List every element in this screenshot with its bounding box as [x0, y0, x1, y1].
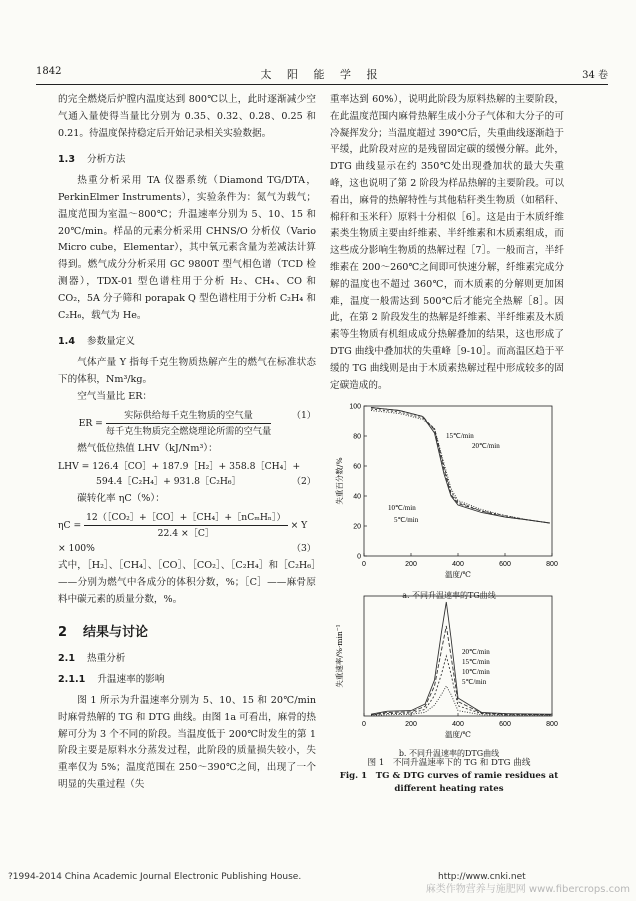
series-label: 5℃/min	[394, 516, 419, 524]
running-header	[36, 66, 608, 85]
y-tick-label: 80	[353, 433, 361, 441]
x-axis-label: 温度/℃	[445, 570, 471, 579]
figure-1b	[334, 592, 564, 759]
section-number: 2	[58, 624, 68, 640]
volume-number: 34 卷	[582, 70, 608, 81]
gas-yield-definition: 气体产量 Y 指每千克生物质热解产生的燃气在标准状态下的体积，Nm³/kg。	[58, 357, 316, 385]
plot-frame	[364, 406, 552, 556]
series-label: 20℃/min	[462, 648, 490, 656]
dtg-chart	[334, 592, 564, 744]
eq3-number: （3）	[291, 543, 316, 555]
figure-1-caption	[334, 757, 564, 796]
section-2-1-1-heading	[58, 672, 316, 689]
section-number: 1.4	[58, 336, 75, 348]
series-label: 20℃/min	[472, 442, 500, 450]
figure-1a-caption: a. 不同升温速率的TG曲线	[402, 591, 496, 600]
eq3-fraction	[84, 510, 288, 541]
eq3-numerator: 12（［CO₂］+［CO］+［CH₄］+［nCₘHₙ］）	[84, 510, 288, 526]
section-2-1-heading	[58, 651, 316, 668]
eq1-number: （1）	[291, 409, 316, 421]
eq1-fraction	[106, 408, 271, 439]
eq3-lhs: ηC =	[58, 520, 82, 532]
series-label: 10℃/min	[462, 668, 490, 676]
section-title: 结果与讨论	[83, 624, 149, 640]
eq2-number: （2）	[291, 476, 316, 488]
section-number: 1.3	[58, 154, 75, 166]
methods-paragraph: 热重分析采用 TA 仪器系统（Diamond TG/DTA，PerkinElmer Instruments），实验条件为：氮气为载气；温度范围为室温～800℃；升温速率分别为 5、10、15 和 20℃/min。样品的元素分析采用 CHNS/O 分析仪（Vario Micro cube，Elementar），其中氧元素含量为差减法计算得到。燃气成分分析采用 GC 9800T 型气相色谱（TCD 检测器），TDX-01 型色谱柱用于分析 H₂、CH₄、CO 和 CO₂，5A 分子筛和 porapak Q 型色谱柱用于分析 C₂H₄ 和 C₂H₆，载气为 He。	[58, 175, 316, 321]
eq1-numerator: 实际供给每千克生物质的空气量	[106, 408, 271, 424]
watermark: 麻类作物营养与施肥网 www.fibercrops.com	[425, 884, 630, 895]
section-title: 升温速率的影响	[97, 674, 165, 686]
caption-chinese: 图 1 不同升温速率下的 TG 和 DTG 曲线	[367, 758, 531, 768]
x-tick-label: 0	[362, 721, 366, 728]
equation-3	[58, 510, 316, 556]
lhv-definition: 燃气低位热值 LHV（kJ/Nm³）：	[77, 442, 218, 454]
eq2-line2: 594.4［C₂H₄］+ 931.8［C₂H₆］	[96, 476, 241, 488]
series-label: 15℃/min	[462, 658, 490, 666]
eq1-lhs: ER =	[78, 417, 103, 429]
figure-1b-caption: b. 不同升温速率的DTG曲线	[398, 749, 500, 758]
equation-1	[58, 408, 316, 439]
x-tick-label: 800	[546, 561, 558, 568]
figure-1a	[334, 400, 564, 601]
eq3-denominator: 22.4 ×［C］	[157, 528, 215, 540]
discussion-paragraph: 重率达到 60%），说明此阶段为原料热解的主要阶段，在此温度范围内麻骨热解生成小分子气体和大分子的可冷凝挥发分；当温度超过 390℃后，失重曲线逐渐趋于平缓，此阶段对应的是残留固定碳的缓慢分解。此外，DTG 曲线显示在约 350℃处出现叠加状的最大失重峰，这也说明了第 2 阶段为样品热解的主要阶段。可以看出，麻骨的热解特性与其他秸秆类生物质（如稻秆、棉秆和玉米秆）原料十分相似［6］。这是由于木质纤维素类生物质主要由纤维素、半纤维素和木质素组成，而这些成分影响生物质的热解过程［7］。一般而言，半纤维素在 200～260℃之间即可快速分解，纤维素完成分解的温度也不超过 360℃，而木质素的分解则更加困难，温度一般需达到 500℃后才能完全热解［8］。因此，在第 2 阶段发生的热解是纤维素、半纤维素及木质素等生物质有机组成成分热解叠加的结果，这也形成了 DTG 曲线中叠加状的失重峰［9-10］。而高温区趋于平缓的 TG 曲线则是由于木质素热解过程中形成较多的固定碳造成的。	[330, 94, 564, 391]
right-column	[330, 92, 564, 394]
x-tick-label: 200	[405, 721, 417, 728]
section-title: 热重分析	[87, 653, 126, 665]
results-paragraph: 图 1 所示为升温速率分别为 5、10、15 和 20℃/min 时麻骨热解的 TG 和 DTG 曲线。由图 1a 可看出，麻骨的热解可分为 3 个不同的阶段。当温度低于 200℃时发生的第 1 阶段主要是原料水分蒸发过程，此阶段的质量损失较小，失重率仅为 5%；温度范围在 250～390℃之间，出现了一个明显的失重过程（失	[58, 694, 316, 790]
variables-paragraph: 式中，［H₂］、［CH₄］、［CO］、［CO₂］、［C₂H₄］和［C₂H₆］——分别为燃气中各成分的体积分数，%；［C］——麻骨原料中碳元素的质量分数，%。	[58, 560, 316, 605]
y-tick-label: 100	[349, 403, 361, 411]
section-title: 分析方法	[87, 154, 126, 166]
section-2-heading	[58, 625, 316, 642]
x-tick-label: 600	[499, 721, 511, 728]
equation-2	[58, 459, 316, 489]
series-label: 5℃/min	[462, 678, 487, 686]
y-axis-label: 失重速率/%·min⁻¹	[335, 624, 344, 688]
eq3-tail: × Y × 100%	[58, 520, 308, 555]
x-tick-label: 0	[362, 561, 366, 568]
section-1-4-heading	[58, 334, 316, 351]
y-tick-label: 40	[353, 493, 361, 501]
x-tick-label: 200	[405, 561, 417, 568]
intro-paragraph: 的完全燃烧后炉膛内温度达到 800℃以上，此时逐渐减少空气通入量使得当量比分别为 0.35、0.32、0.28、0.25 和 0.21。待温度保持稳定后开始记录相关实验数据。	[58, 94, 316, 139]
x-tick-label: 400	[452, 721, 464, 728]
journal-name: 太 阳 能 学 报	[260, 68, 384, 81]
section-title: 参数量定义	[87, 336, 135, 348]
eq2-line1: LHV = 126.4［CO］+ 187.9［H₂］+ 358.8［CH₄］+	[58, 461, 301, 473]
x-tick-label: 800	[546, 721, 558, 728]
section-number: 2.1.1	[58, 674, 86, 686]
eq1-denominator: 每千克生物质完全燃烧理论所需的空气量	[105, 425, 272, 437]
y-tick-label: 20	[353, 523, 361, 531]
x-tick-label: 600	[499, 561, 511, 568]
section-1-3-heading	[58, 152, 316, 169]
y-axis-label: 失重百分数/%	[335, 457, 344, 505]
series-label: 10℃/min	[388, 504, 416, 512]
tg-chart	[334, 400, 564, 586]
x-tick-label: 400	[452, 561, 464, 568]
series-label: 15℃/min	[446, 432, 474, 440]
footer-url[interactable]: http://www.cnki.net	[438, 872, 526, 882]
footer-copyright: ?1994-2014 China Academic Journal Electronic Publishing House.	[8, 872, 302, 882]
section-number: 2.1	[58, 653, 75, 665]
x-axis-label: 温度/℃	[445, 730, 471, 739]
eta-definition: 碳转化率 ηC（%）：	[77, 493, 165, 505]
page-number: 1842	[36, 66, 62, 77]
y-tick-label: 60	[353, 463, 361, 471]
left-column	[58, 92, 316, 794]
caption-english-line1: Fig. 1 TG & DTG curves of ramie residues at	[339, 771, 559, 781]
caption-english-line2: different heating rates	[394, 784, 504, 794]
er-definition: 空气当量比 ER：	[77, 390, 153, 402]
y-tick-label: 0	[357, 553, 361, 561]
